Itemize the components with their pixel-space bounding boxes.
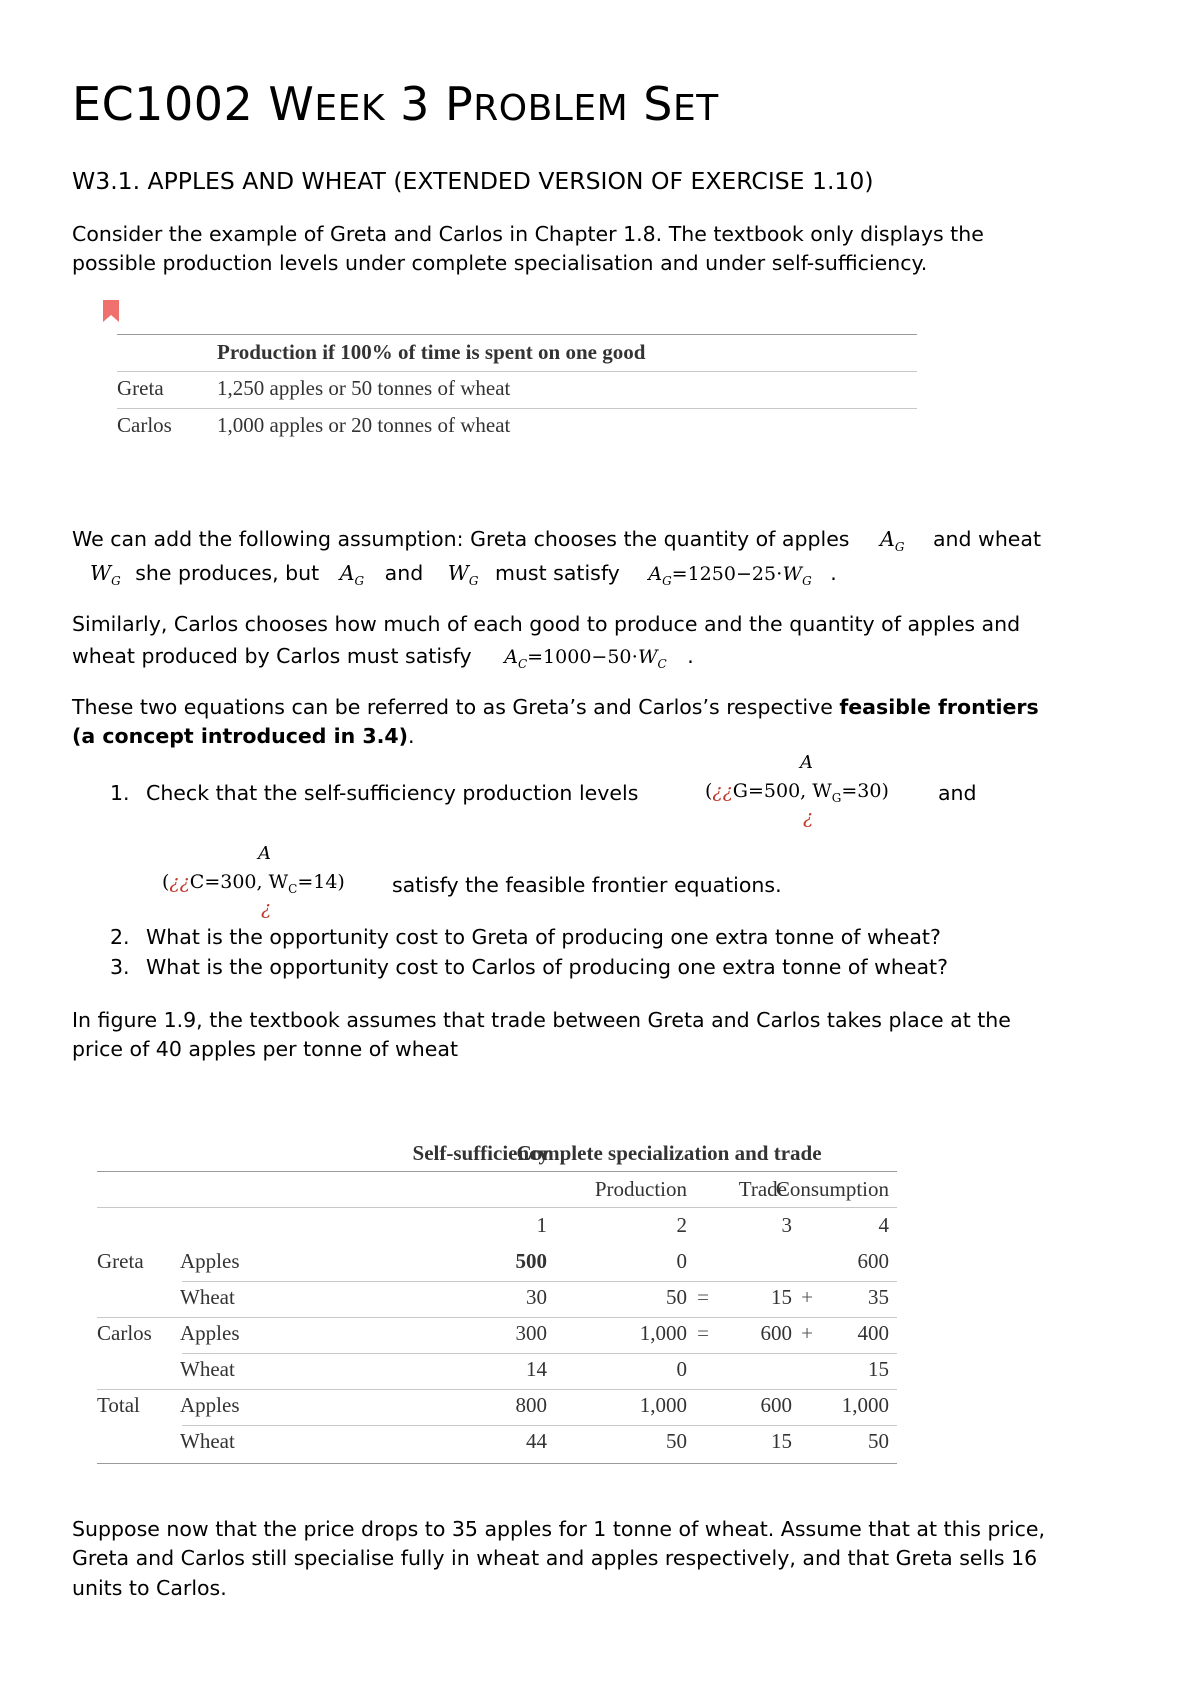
question-3-text: What is the opportunity cost to Carlos of producing one extra tonne of wheat? — [146, 955, 948, 979]
row-c3: 15 — [771, 1429, 792, 1453]
row-c1: 500 — [515, 1249, 547, 1273]
row-op1: = — [697, 1285, 709, 1309]
frontiers-line-1: These two equations can be referred to as Greta’s and Carlos’s respective feasible frontiers — [72, 695, 1039, 719]
row-good: Apples — [180, 1249, 240, 1273]
question-1-number: 1. — [110, 781, 130, 805]
question-1-tail: satisfy the feasible frontier equations. — [392, 873, 782, 897]
row-c1: 800 — [515, 1393, 547, 1417]
intro-line-1: Consider the example of Greta and Carlos in Chapter 1.8. The textbook only displays the — [72, 222, 984, 246]
question-3-number: 3. — [110, 955, 130, 979]
row-good: Wheat — [180, 1357, 235, 1381]
header-self-sufficiency: Self-sufficiency — [412, 1141, 549, 1165]
row-c4: 600 — [857, 1249, 889, 1273]
table-row — [97, 1321, 897, 1357]
row-c1: 44 — [526, 1429, 547, 1453]
page-title: EC1002 WEEK 3 PROBLEM SET — [72, 77, 719, 131]
greta-frontier-equation: $A_G=1250-25\cdot W_G$ — [648, 563, 812, 588]
assumption-line-2: $W_G$ she produces, but $A_G$ and $W_G$ must satisfy $A_G=1250-25\cdot W_G$ . — [90, 561, 837, 589]
row-op1: = — [697, 1321, 709, 1345]
table-row — [97, 1249, 897, 1285]
row-c4: 1,000 — [841, 1393, 889, 1417]
row-person: Greta — [97, 1249, 144, 1273]
row-good: Apples — [180, 1321, 240, 1345]
header-complete-specialization: Complete specialization and trade — [516, 1141, 822, 1165]
eq2-bottom: ¿ — [261, 897, 272, 919]
subheader-consumption: Consumption — [775, 1177, 889, 1201]
closing-line-3: units to Carlos. — [72, 1576, 227, 1600]
bookmark-icon[interactable] — [103, 300, 119, 322]
column-number: 1 — [536, 1213, 547, 1237]
symbol-wg: $W_G$ — [90, 561, 121, 589]
row-op2: + — [801, 1285, 813, 1309]
row-c1: 30 — [526, 1285, 547, 1309]
subheader-trade: Trade — [738, 1177, 787, 1201]
table-row — [97, 1357, 897, 1393]
symbol-ag: $A_G$ — [880, 527, 905, 555]
row-c2: 0 — [676, 1249, 687, 1273]
frontiers-line-2: (a concept introduced in 3.4). — [72, 724, 415, 748]
column-number: 2 — [676, 1213, 687, 1237]
trade-table — [97, 1135, 897, 1465]
carlos-frontier-equation: $A_C=1000-50\cdot W_C$ — [504, 646, 667, 671]
table-row — [97, 1429, 897, 1465]
figure-intro-line-1: In figure 1.9, the textbook assumes that trade between Greta and Carlos takes place at the — [72, 1008, 1011, 1032]
carlos-self-sufficiency-equation: (¿¿C=300, $W_C=14$) — [162, 871, 345, 896]
question-1-text: Check that the self-sufficiency production levels — [146, 781, 639, 805]
eq1-top: A — [800, 752, 813, 773]
row-c4: 400 — [857, 1321, 889, 1345]
row-c3: 15 — [771, 1285, 792, 1309]
greta-self-sufficiency-equation: (¿¿G=500, $W_G=30$) — [705, 780, 889, 805]
closing-line-2: Greta and Carlos still specialise fully in wheat and apples respectively, and that Greta sells 16 — [72, 1546, 1038, 1570]
row-c2: 50 — [666, 1429, 687, 1453]
row-good: Wheat — [180, 1285, 235, 1309]
table-row-name: Greta — [117, 376, 164, 400]
closing-line-1: Suppose now that the price drops to 35 apples for 1 tonne of wheat. Assume that at this price, — [72, 1517, 1046, 1541]
symbol-ag: $A_G$ — [339, 561, 365, 589]
production-table-header: Production if 100% of time is spent on one good — [217, 340, 646, 364]
intro-line-2: possible production levels under complete specialisation and under self-sufficiency. — [72, 251, 928, 275]
row-c3: 600 — [760, 1393, 792, 1417]
section-heading: W3.1. APPLES AND WHEAT (EXTENDED VERSION OF EXERCISE 1.10) — [72, 167, 874, 195]
row-c3: 600 — [760, 1321, 792, 1345]
question-2-number: 2. — [110, 925, 130, 949]
table-row-name: Carlos — [117, 413, 172, 437]
row-good: Apples — [180, 1393, 240, 1417]
production-table — [117, 334, 917, 444]
table-row-value: 1,000 apples or 20 tonnes of wheat — [217, 413, 511, 437]
row-op2: + — [801, 1321, 813, 1345]
table-row-value: 1,250 apples or 50 tonnes of wheat — [217, 376, 511, 400]
eq1-bottom: ¿ — [803, 806, 814, 828]
row-c2: 0 — [676, 1357, 687, 1381]
row-good: Wheat — [180, 1429, 235, 1453]
row-person: Carlos — [97, 1321, 152, 1345]
eq2-top: A — [258, 843, 271, 864]
column-number: 4 — [878, 1213, 889, 1237]
row-c4: 35 — [868, 1285, 889, 1309]
subheader-production: Production — [594, 1177, 687, 1201]
row-c1: 14 — [526, 1357, 547, 1381]
row-c2: 1,000 — [639, 1393, 687, 1417]
column-number: 3 — [781, 1213, 792, 1237]
question-2-text: What is the opportunity cost to Greta of producing one extra tonne of wheat? — [146, 925, 941, 949]
similarly-line-1: Similarly, Carlos chooses how much of each good to produce and the quantity of apples and — [72, 612, 1021, 636]
assumption-line-1: We can add the following assumption: Greta chooses the quantity of apples $A_G$ and wheat — [72, 527, 1042, 555]
row-c1: 300 — [515, 1321, 547, 1345]
similarly-line-2: wheat produced by Carlos must satisfy $A_C=1000-50\cdot W_C$ . — [72, 644, 694, 671]
table-row — [97, 1285, 897, 1321]
row-c2: 50 — [666, 1285, 687, 1309]
row-c4: 50 — [868, 1429, 889, 1453]
symbol-wg: $W_G$ — [447, 561, 479, 589]
row-c4: 15 — [868, 1357, 889, 1381]
table-row — [97, 1393, 897, 1429]
row-c2: 1,000 — [639, 1321, 687, 1345]
figure-intro-line-2: price of 40 apples per tonne of wheat — [72, 1037, 459, 1061]
question-1-and: and — [938, 781, 977, 805]
row-person: Total — [97, 1393, 140, 1417]
